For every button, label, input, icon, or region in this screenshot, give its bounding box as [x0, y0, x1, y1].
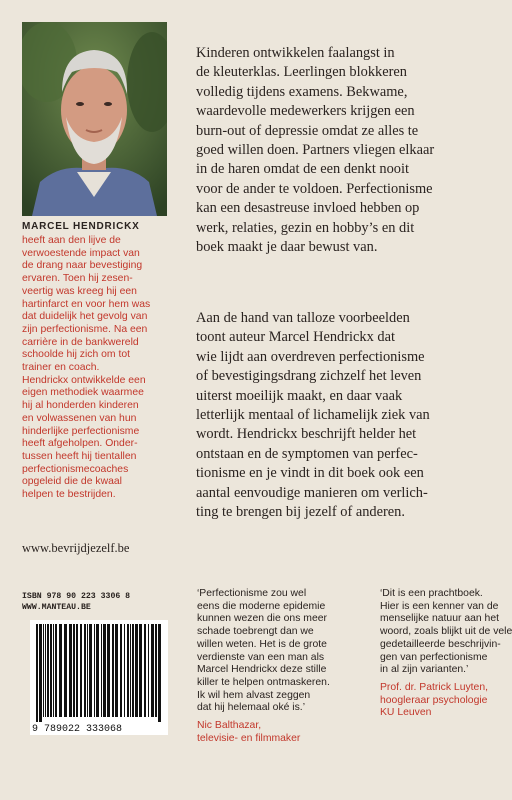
- quote-attribution: televisie- en filmmaker: [197, 732, 301, 744]
- barcode-bar: [76, 624, 78, 717]
- quote-line: ‘Dit is een prachtboek.: [380, 588, 483, 599]
- quote-nic-balthazar: [197, 588, 372, 745]
- bio-line: dat duidelijk het gevolg van: [22, 311, 148, 323]
- bio-line: opgeleid die de kwaal: [22, 476, 122, 488]
- blurb-line: kan een desastreuse invloed hebben op: [196, 200, 420, 217]
- barcode-bar: [84, 624, 86, 717]
- blurb-paragraph-2: [196, 309, 496, 522]
- blurb-line: toont auteur Marcel Hendrickx dat: [196, 329, 395, 346]
- quote-line: kunnen wezen die ons meer: [197, 613, 327, 625]
- barcode-bar: [127, 624, 129, 717]
- bio-line: veertig was kreeg hij een: [22, 285, 137, 297]
- quote-line: verdienste van een man als: [197, 651, 325, 663]
- quote-line: gedetailleerde beschrijvin-: [380, 638, 501, 650]
- isbn-number: ISBN 978 90 223 3306 8: [22, 592, 131, 601]
- barcode-bar: [112, 624, 114, 717]
- blurb-line: goed willen doen. Partners vliegen elkaar: [196, 142, 435, 159]
- bio-line: de drang naar bevestiging: [22, 260, 143, 272]
- bio-line: trainer en coach.: [22, 362, 100, 374]
- barcode: [22, 620, 172, 735]
- quote-attribution: Prof. dr. Patrick Luyten,: [380, 681, 488, 693]
- blurb-line: waardevolle medewerkers krijgen een: [196, 103, 415, 120]
- quote-line: woord, zoals blijkt uit de vele: [380, 626, 512, 638]
- barcode-bar: [151, 624, 154, 717]
- barcode-digits: 9 789022 333068: [32, 724, 123, 735]
- barcode-bar: [36, 624, 38, 722]
- blurb-line: uiterst moeilijk maakt, en daar vaak: [196, 387, 403, 404]
- blurb-line: werk, relaties, gezin en hobby’s en dit: [196, 219, 415, 236]
- bio-line: hartinfarct en voor hem was: [22, 298, 151, 310]
- isbn-block: [22, 591, 172, 613]
- barcode-bar: [96, 624, 99, 717]
- blurb-line: Aan de hand van talloze voorbeelden: [196, 310, 410, 326]
- barcode-bar: [64, 624, 67, 717]
- barcode-bar: [80, 624, 82, 717]
- bio-line: Hendrickx ontwikkelde een: [22, 374, 146, 386]
- barcode-bar: [132, 624, 134, 717]
- bio-line: tussen heeft hij tientallen: [22, 450, 137, 462]
- barcode-bar: [158, 624, 161, 722]
- bio-line: zijn perfectionisme. Na een: [22, 323, 148, 335]
- barcode-bar: [139, 624, 142, 717]
- bio-line: hinderlijke perfectionisme: [22, 425, 140, 437]
- blurb-line: of bevestigingsdrang zichzelf het leven: [196, 368, 422, 385]
- blurb-line: wie lijdt aan overdreven perfectionisme: [196, 348, 425, 365]
- barcode-bar: [89, 624, 92, 717]
- blurb-line: ontstaan en de symptomen van perfec-: [196, 445, 418, 462]
- barcode-bar: [94, 624, 95, 717]
- quote-line: willen weten. Het is de grote: [197, 638, 327, 650]
- barcode-bar: [101, 624, 102, 717]
- bio-line: helpen te bestrijden.: [22, 489, 116, 501]
- bio-line: eigen methodiek waarmee: [22, 387, 144, 399]
- quote-attribution: hoogleraar psychologie: [380, 694, 488, 706]
- quote-line: menselijke natuur aan het: [380, 613, 499, 625]
- quote-patrick-luyten: [380, 588, 512, 720]
- quote-attribution: Nic Balthazar,: [197, 720, 262, 732]
- barcode-bar: [59, 624, 62, 717]
- barcode-bar: [124, 624, 125, 717]
- quote-line: in al zijn varianten.’: [380, 664, 469, 676]
- bio-line: heeft aan den lijve de: [22, 235, 121, 246]
- bio-line: schoolde hij zich om tot: [22, 349, 131, 361]
- barcode-bar: [50, 624, 52, 717]
- blurb-line: de kleuterklas. Leerlingen blokkeren: [196, 64, 407, 81]
- quote-line: gen van perfectionisme: [380, 651, 488, 663]
- barcode-bar: [115, 624, 118, 717]
- barcode-bar: [144, 624, 146, 717]
- barcode-bar: [107, 624, 110, 717]
- quote-attribution: KU Leuven: [380, 707, 432, 719]
- author-bio: [22, 235, 172, 502]
- bio-line: carrière in de bankwereld: [22, 336, 139, 348]
- bio-line: hij al honderden kinderen: [22, 400, 139, 412]
- barcode-bar: [103, 624, 106, 717]
- bio-line: verwoestende impact van: [22, 247, 140, 259]
- barcode-bar: [69, 624, 72, 717]
- barcode-bar: [135, 624, 138, 717]
- publisher-website: WWW.MANTEAU.BE: [22, 603, 91, 612]
- quote-line: Hier is een kenner van de: [380, 600, 499, 612]
- barcode-bar: [53, 624, 54, 717]
- blurb-line: volledig tijdens examens. Bekwame,: [196, 83, 408, 100]
- quote-line: dat hij helemaal oké is.’: [197, 702, 306, 714]
- blurb-line: aantal eenvoudige manieren om verlich-: [196, 484, 428, 501]
- quote-line: schade toebrengt dan we: [197, 626, 314, 638]
- quote-line: Marcel Hendrickx deze stille: [197, 664, 327, 676]
- blurb-line: voor de ander te voldoen. Perfectionisme: [196, 180, 433, 197]
- blurb-line: tionisme en je vindt in dit boek ook een: [196, 465, 424, 482]
- blurb-line: wordt. Hendrickx beschrijft helder het: [196, 426, 417, 443]
- blurb-paragraph-1: [196, 44, 496, 257]
- barcode-bar: [73, 624, 75, 717]
- barcode-bar: [55, 624, 57, 717]
- barcode-bar: [155, 624, 157, 717]
- author-website: www.bevrijdjezelf.be: [22, 541, 130, 555]
- barcode-bar: [47, 624, 49, 717]
- bio-line: en volwassenen van hun: [22, 412, 137, 424]
- barcode-bar: [45, 624, 46, 717]
- barcode-bar: [130, 624, 131, 717]
- quote-line: eens die moderne epidemie: [197, 600, 326, 612]
- author-name: MARCEL HENDRICKX: [22, 221, 140, 232]
- bio-line: heeft afgeholpen. Onder-: [22, 438, 138, 450]
- blurb-line: letterlijk mentaal of lichamelijk ziek van: [196, 407, 430, 424]
- blurb-line: in de haren omdat de een denkt nooit: [196, 161, 409, 178]
- blurb-line: Kinderen ontwikkelen faalangst in: [196, 45, 395, 61]
- barcode-bar: [43, 624, 44, 717]
- author-photo: [22, 22, 167, 216]
- barcode-bar: [87, 624, 88, 717]
- quote-line: Ik wil hem alvast zeggen: [197, 689, 311, 701]
- barcode-bar: [120, 624, 122, 717]
- bio-line: ervaren. Toen hij zesen-: [22, 273, 133, 285]
- barcode-bar: [39, 624, 42, 722]
- blurb-line: ting te brengen bij jezelf of anderen.: [196, 504, 405, 521]
- blurb-line: boek maakt je daar bewust van.: [196, 239, 378, 256]
- quote-line: ‘Perfectionisme zou wel: [197, 588, 307, 599]
- bio-line: perfectionismecoaches: [22, 463, 129, 475]
- quote-line: killer te helpen ontmaskeren.: [197, 676, 330, 688]
- barcode-bar: [148, 624, 149, 717]
- blurb-line: burn-out of depressie omdat ze alles te: [196, 122, 419, 139]
